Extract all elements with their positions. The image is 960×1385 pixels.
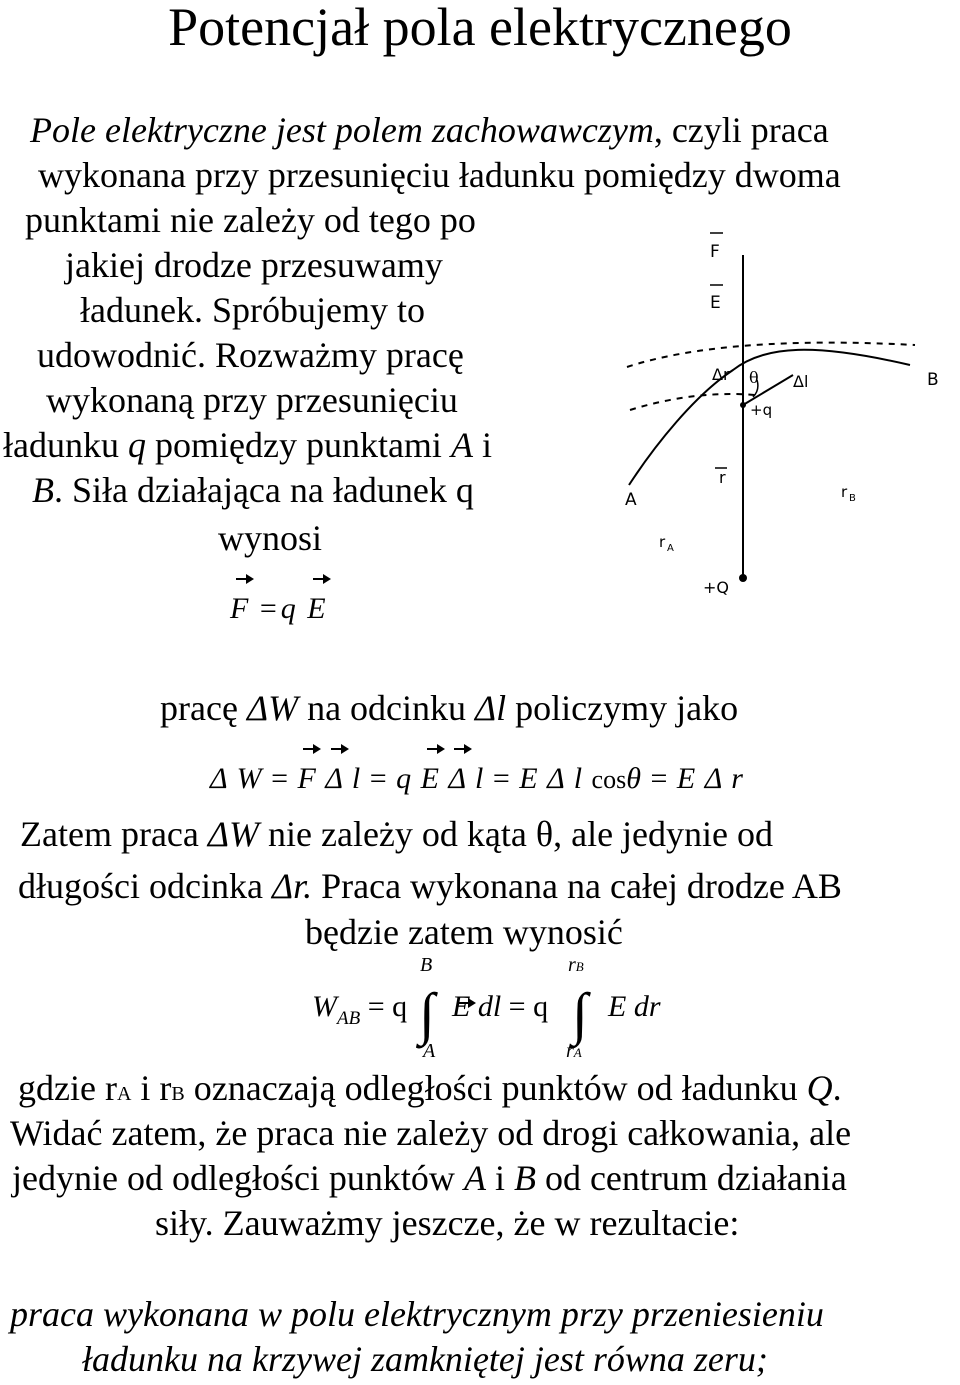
intro-line-8-b: pomiędzy punktami	[145, 425, 451, 465]
equals-sign: =	[259, 592, 277, 625]
work-intro-c: policzymy jako	[506, 688, 739, 728]
work-intro-a: pracę	[160, 688, 247, 728]
integral-sign-2: ∫	[572, 981, 588, 1046]
label-dr: Δr	[712, 365, 730, 384]
intro-line-2: wykonana przy przesunięciu ładunku pomiędzy dwoma	[38, 155, 841, 195]
f2-dl1: Δ l	[325, 762, 361, 795]
delta-w: ΔW	[246, 688, 299, 728]
charge-q-dot	[740, 402, 746, 408]
intro-line-9	[32, 468, 474, 513]
label-rb-sub: B	[849, 493, 856, 504]
label-e: E	[710, 293, 721, 313]
para2-dr: Δr.	[271, 866, 313, 906]
f2-f: F	[297, 762, 316, 795]
f2-vector-e1	[421, 762, 439, 796]
f2-vector-dl1	[325, 762, 360, 796]
delta-l: Δl	[475, 688, 507, 728]
equipotential-arc-outer	[627, 343, 915, 367]
f2-eq4: =	[650, 762, 668, 795]
f3-lower2-sub: A	[573, 1045, 582, 1060]
field-diagram	[615, 215, 955, 600]
symbol-f: F	[230, 592, 249, 625]
f3-edl-text: E dl	[452, 990, 502, 1023]
label-ra: r	[659, 533, 666, 551]
work-formula	[210, 762, 743, 796]
f3-eq1: = q	[367, 990, 408, 1023]
label-plus-big-q: +Q	[703, 578, 729, 597]
intro-line-8-c: i	[472, 425, 492, 465]
conclusion-line-1: praca wykonana w polu elektrycznym przy przeniesieniu	[10, 1294, 824, 1334]
label-plus-q: +q	[750, 401, 773, 419]
intro-line-8-a: ładunku	[3, 425, 128, 465]
label-dl: Δl	[793, 372, 809, 391]
f2-dw: Δ W	[210, 762, 262, 795]
para3-b: i r	[131, 1068, 172, 1108]
f2-eq3: =	[492, 762, 510, 795]
work-intro	[160, 686, 738, 731]
para3-line-4: siły. Zauważmy jeszcze, że w rezultacie:	[155, 1203, 740, 1243]
f2-vector-dl2	[448, 762, 483, 796]
para3-b-sub: B	[171, 1083, 185, 1105]
label-theta: θ	[749, 368, 759, 387]
para2-c: długości odcinka	[18, 866, 272, 906]
point-b: B	[32, 470, 54, 510]
f3-eq2: = q	[508, 990, 549, 1023]
para3-c: oznaczają odległości punktów od ładunku	[184, 1068, 807, 1108]
f3-upper2	[568, 954, 584, 977]
para3-q: Q	[806, 1068, 833, 1108]
force-formula	[230, 592, 326, 626]
integral-formula	[312, 990, 408, 1029]
f2-vector-f	[297, 762, 315, 796]
para2-d: Praca wykonana na całej drodze AB	[312, 866, 842, 906]
para3-line3-c: od centrum działania	[535, 1158, 847, 1198]
intro-line-8	[3, 423, 492, 468]
integral-sign-1: ∫	[419, 981, 435, 1046]
vector-e	[307, 592, 325, 626]
para2-line-3: będzie zatem wynosić	[305, 912, 623, 952]
para2-b: nie zależy od kąta θ, ale jedynie od	[259, 814, 774, 854]
label-b: B	[927, 370, 939, 390]
page-title: Potencjał pola elektrycznego	[168, 0, 792, 57]
f3-upper2-r: r	[568, 954, 576, 976]
conclusion-line-2: ładunku na krzywej zamkniętej jest równa zeru;	[82, 1339, 768, 1379]
para3-point-b: B	[513, 1158, 536, 1198]
f3-upper2-sub: B	[575, 959, 584, 974]
f2-dr: Δ r	[704, 762, 743, 795]
para3-a: gdzie r	[18, 1068, 117, 1108]
f3-edr: E dr	[608, 990, 661, 1023]
symbol-q: q	[280, 592, 296, 625]
f2-e1: E	[420, 762, 439, 795]
f3-lower2-r: r	[566, 1040, 574, 1062]
para2-dw: ΔW	[207, 814, 259, 854]
f3-w: W	[312, 990, 337, 1023]
label-a: A	[625, 490, 637, 510]
para3-line-2: Widać zatem, że praca nie zależy od drogi całkowania, ale	[10, 1113, 852, 1153]
f2-eq2: =	[369, 762, 387, 795]
intro-line-7: wykonaną przy przesunięciu	[46, 380, 458, 420]
charge-big-q-dot	[739, 574, 747, 582]
intro-line-4: jakiej drodze przesuwamy	[65, 245, 443, 285]
label-f: F	[710, 242, 720, 262]
label-r: r	[719, 468, 726, 487]
f2-q: q	[396, 762, 412, 795]
para3-line3-a: jedynie od odległości punktów	[12, 1158, 464, 1198]
work-intro-b: na odcinku	[298, 688, 476, 728]
para3-line-1	[18, 1066, 842, 1117]
intro-line-1	[30, 108, 829, 153]
para3-line-3	[12, 1156, 847, 1201]
point-a: A	[450, 425, 473, 465]
para2-line-2	[18, 864, 842, 909]
f2-e3: E	[676, 762, 696, 795]
f3-lower1: A	[423, 1040, 436, 1062]
para3-line3-b: i	[485, 1158, 514, 1198]
f3-w-sub: AB	[337, 1008, 361, 1029]
label-ra-sub: A	[667, 543, 674, 554]
label-rb: r	[841, 483, 848, 501]
f2-e2: E	[519, 762, 538, 795]
intro-line-1-rest: , czyli praca	[653, 110, 829, 150]
f2-cos: cos	[591, 765, 627, 794]
para3-a-sub: A	[116, 1083, 132, 1105]
charge-q: q	[127, 425, 146, 465]
intro-line-3: punktami nie zależy od tego po	[25, 200, 476, 240]
intro-line-5: ładunek. Spróbujemy to	[80, 290, 425, 330]
field-diagram-svg	[615, 215, 955, 600]
vector-f	[230, 592, 248, 626]
equipotential-arc-inner	[630, 394, 755, 410]
para2-a: Zatem praca	[20, 814, 208, 854]
f3-lower2	[566, 1040, 582, 1063]
intro-line-10: wynosi	[218, 518, 323, 558]
para2-line-1	[20, 812, 773, 857]
para3-d: .	[832, 1068, 842, 1108]
f2-dl2: Δ l	[448, 762, 484, 795]
para3-point-a: A	[463, 1158, 486, 1198]
intro-line-9-rest: . Siła działająca na ładunek q	[54, 470, 474, 510]
f2-dl3: Δ l	[547, 762, 583, 795]
conservative-field-statement: Pole elektryczne jest polem zachowawczym	[30, 110, 654, 150]
f3-edl	[452, 990, 548, 1024]
f3-upper1: B	[420, 954, 433, 976]
f2-theta: θ	[626, 762, 641, 795]
f2-eq1: =	[271, 762, 288, 795]
symbol-e: E	[307, 592, 326, 625]
intro-line-6: udowodnić. Rozważmy pracę	[37, 335, 464, 375]
